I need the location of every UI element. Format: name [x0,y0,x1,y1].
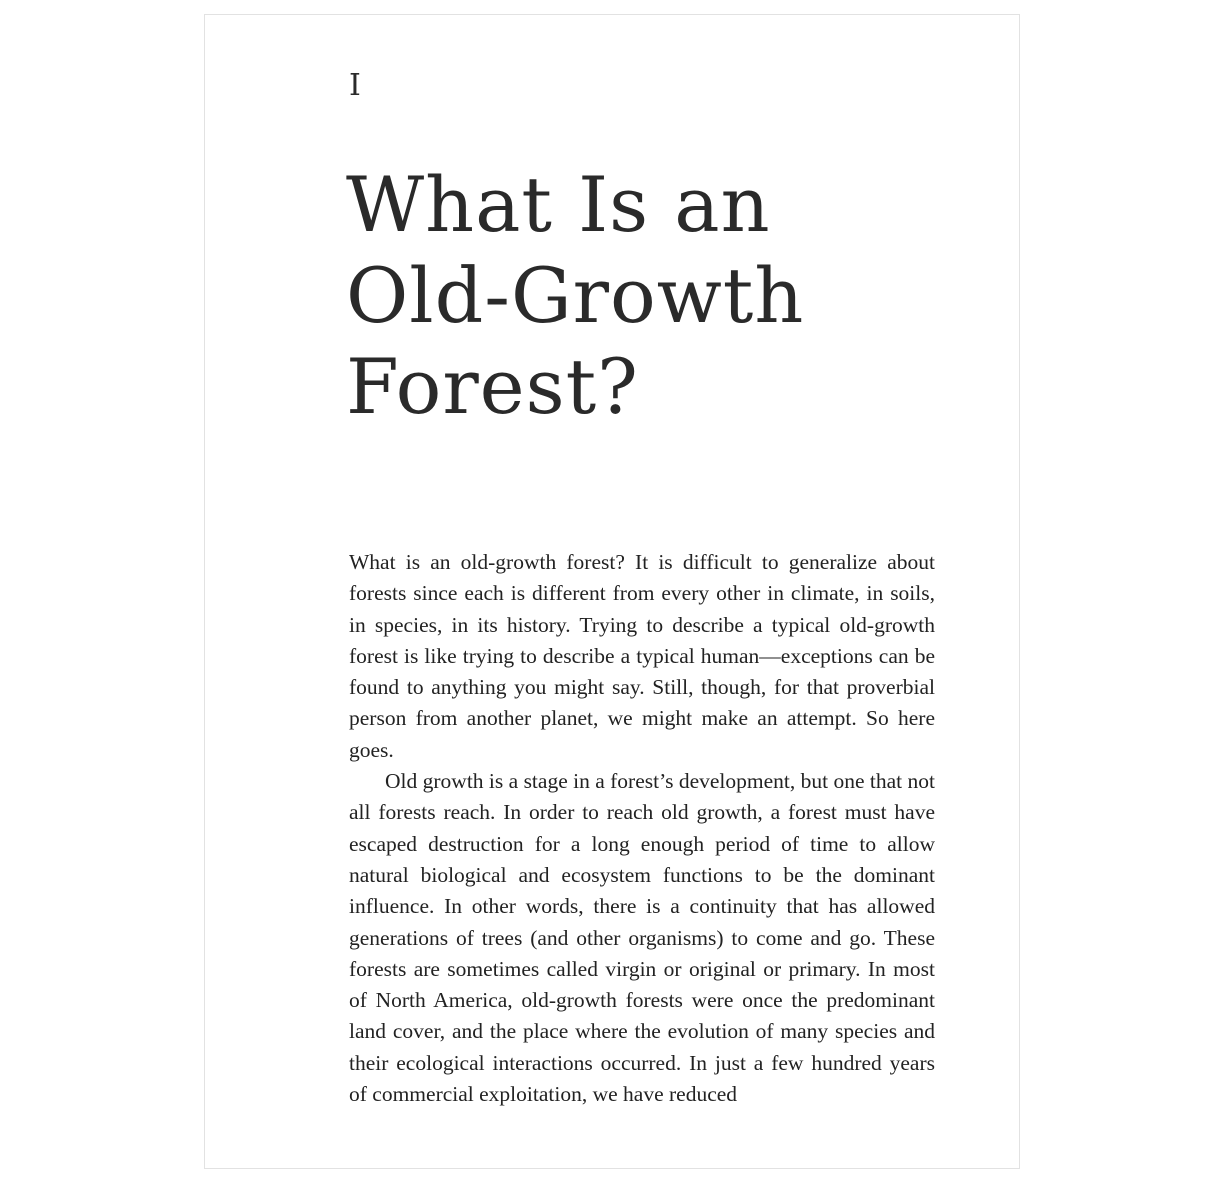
paragraph: Old growth is a stage in a forest’s development, but one that not all forests reach. In order to reach old growth, a forest must have escaped destruction for a long enough period of time to allow natural biological and ecosystem functions to be the dominant influence. In other words, there is a continuity that has allowed generations of trees (and other organisms) to come and go. These forests are sometimes called virgin or original or primary. In most of North America, old-growth forests were once the predominant land cover, and the place where the evolution of many species and their ecological interactions occurred. In just a few hundred years of commercial exploitation, we have reduced [349,769,935,1107]
chapter-title-line: Forest? [346,342,639,431]
chapter-number: I [349,68,361,103]
book-page [204,14,1020,1169]
chapter-title-line: What Is an [346,160,771,249]
chapter-title-line: Old-Growth [346,251,805,340]
body-text [349,547,935,1110]
paragraph: What is an old-growth forest? It is difficult to generalize about forests since each is different from every other in climate, in soils, in species, in its history. Trying to describe a typical old-growth forest is like trying to describe a typical human—exceptions can be found to anything you might say. Still, though, for that proverbial person from another planet, we might make an attempt. So here goes. [349,550,935,762]
chapter-title [346,159,866,432]
